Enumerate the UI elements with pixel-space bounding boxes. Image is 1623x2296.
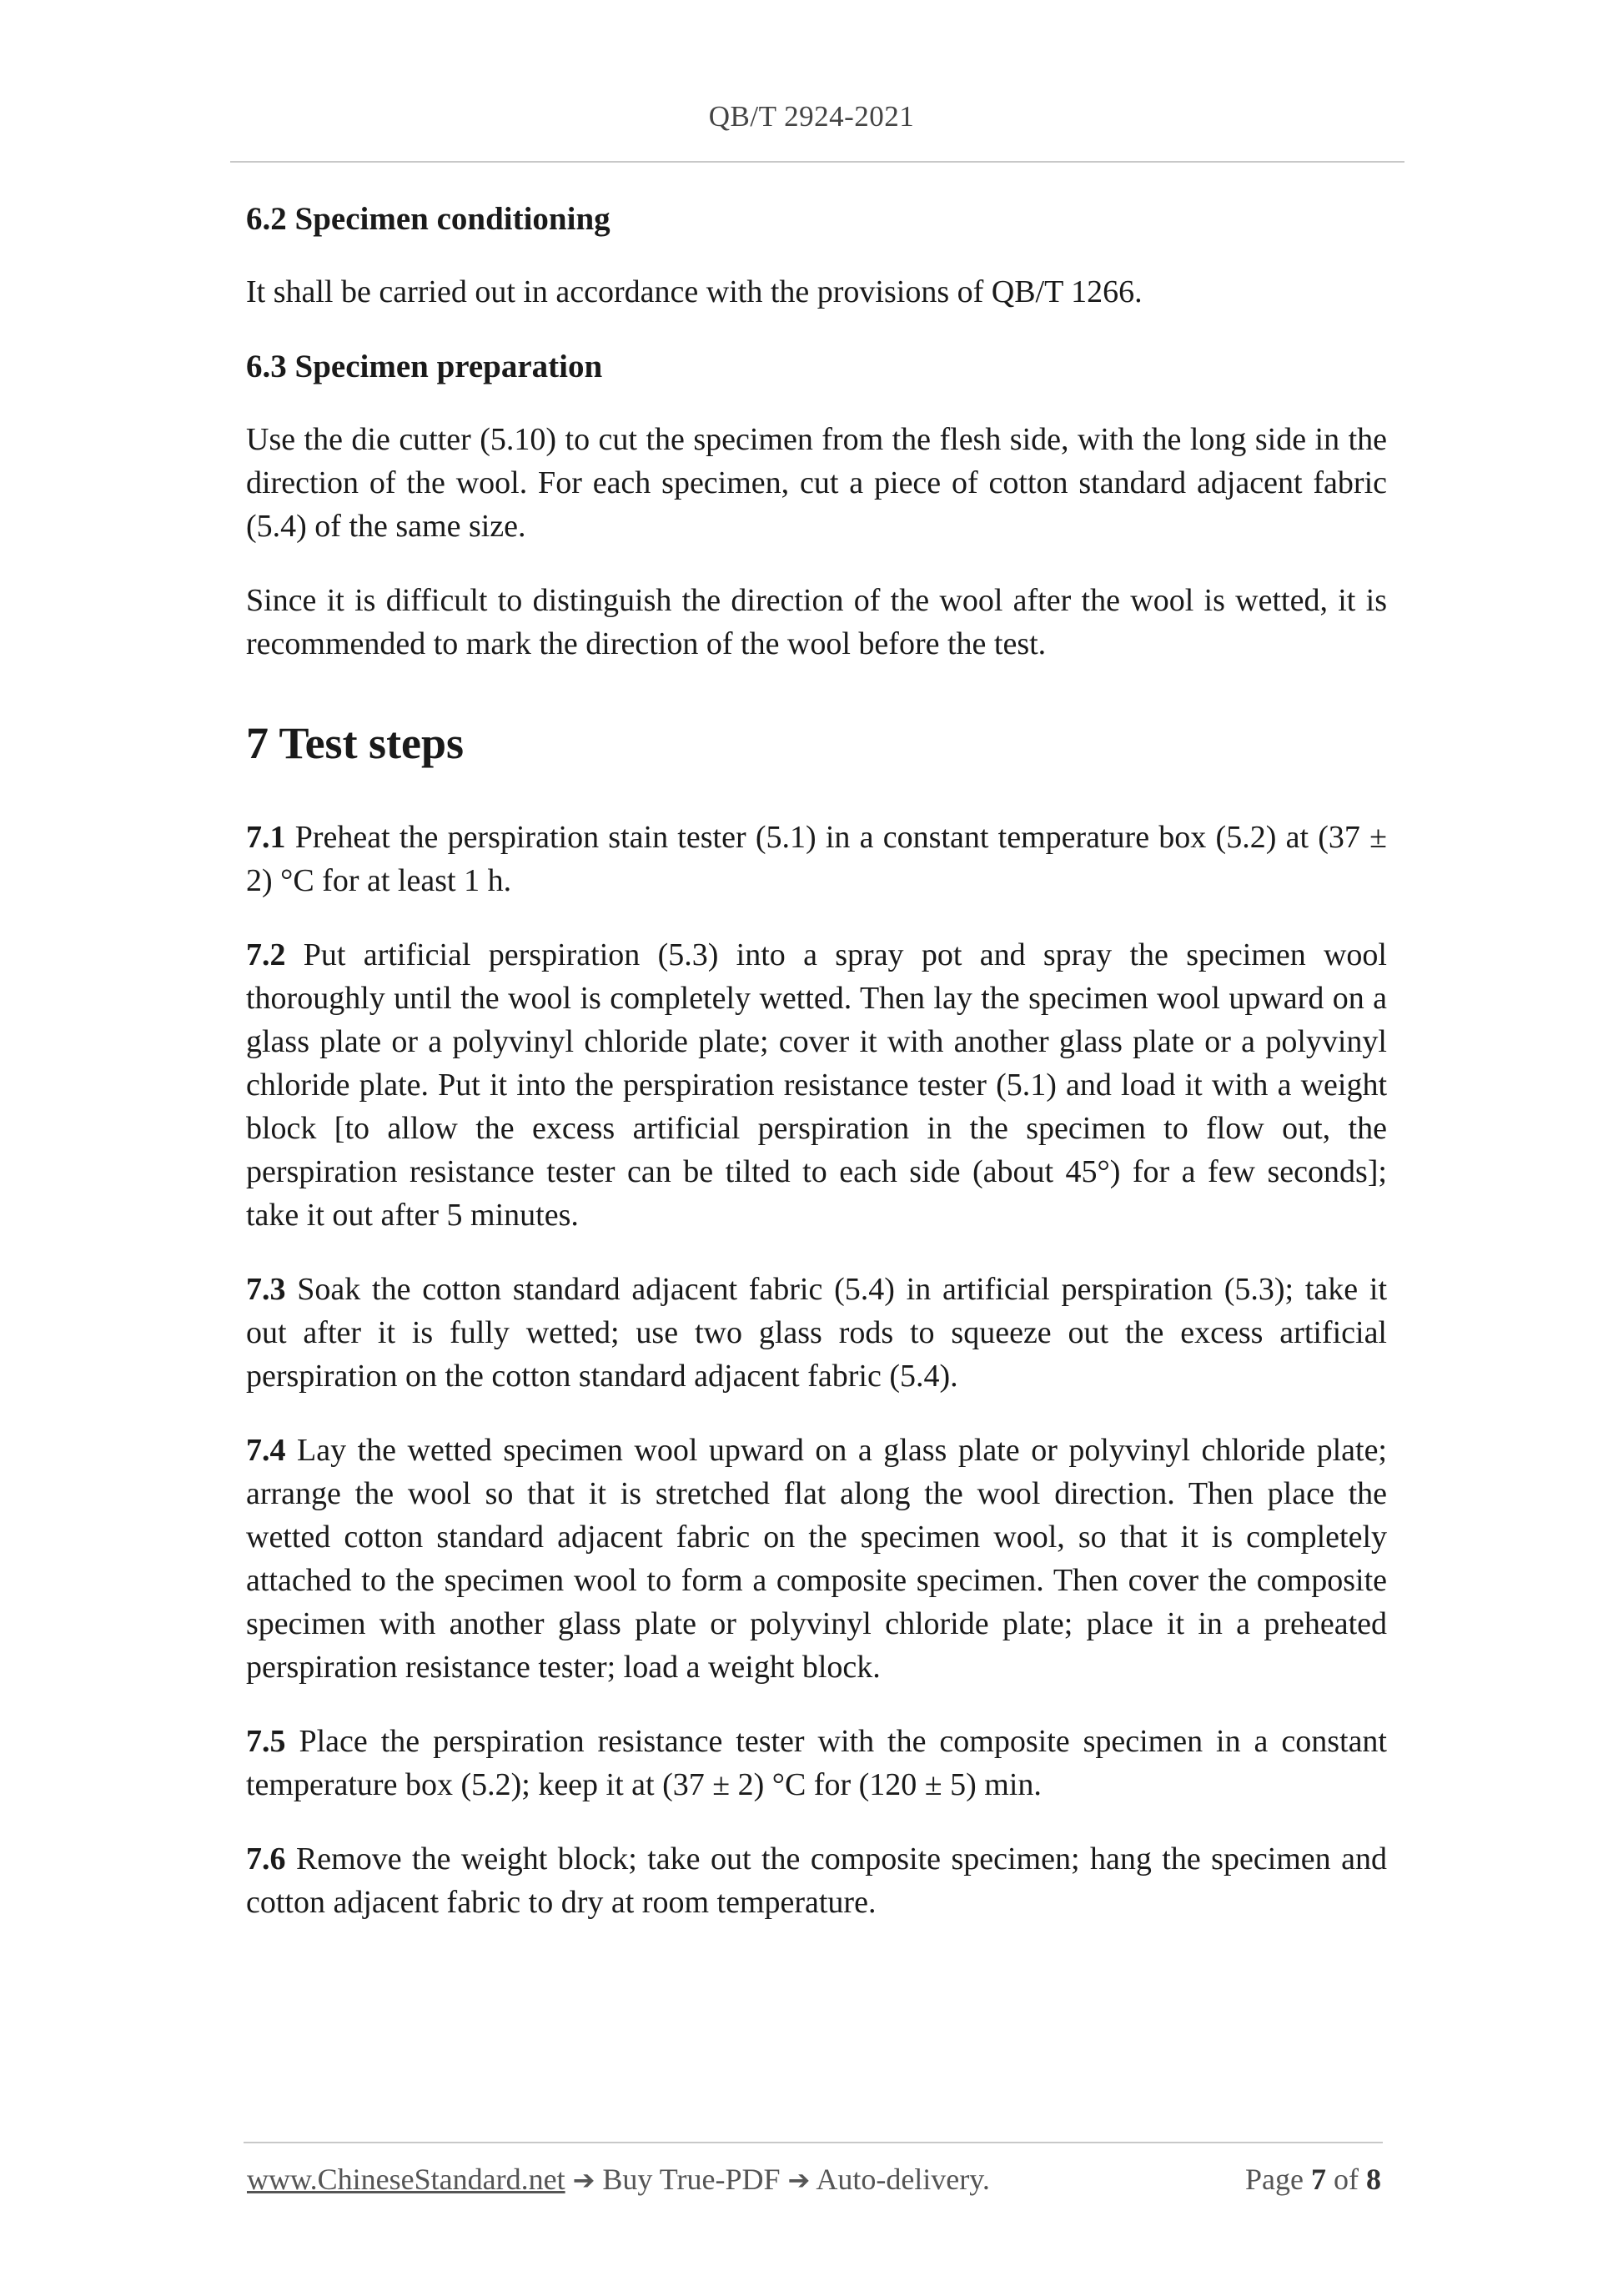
step-text: Remove the weight block; take out the composite specimen; hang the specimen and cotton adjacent fabric to dry at room temperature. [246,1841,1387,1920]
page-current: 7 [1311,2163,1326,2196]
step-7-2 [246,933,1387,1237]
step-text: Lay the wetted specimen wool upward on a glass plate or polyvinyl chloride plate; arrange the wool so that it is stretched flat along the wool direction. Then place the wetted cotton standard adjacent fabric on the specimen wool, so that it is completely attached to the specimen wool to form a composite specimen. Then cover the composite specimen with another glass plate or polyvinyl chloride plate; place it in a preheated perspiration resistance tester; load a weight block. [246,1433,1387,1685]
step-7-4 [246,1429,1387,1689]
footer-divider [244,2142,1383,2143]
buy-text: Buy True-PDF [602,2163,781,2196]
page-body [246,197,1387,1924]
section-6-3-paragraph-1: Use the die cutter (5.10) to cut the specimen from the flesh side, with the long side in the direction of the wool. For each specimen, cut a piece of cotton standard adjacent fabric (5.4) of the same size. [246,422,1387,544]
footer-promo [247,2162,990,2197]
section-6-2-heading: 6.2 Specimen conditioning [246,201,611,237]
step-text: Preheat the perspiration stain tester (5.1) in a constant temperature box (5.2) at (37 ± 2) °C for at least 1 h. [246,820,1387,898]
step-number: 7.2 [246,937,286,972]
page-total: 8 [1366,2163,1381,2196]
page-label: Page [1245,2163,1304,2196]
site-link[interactable]: www.ChineseStandard.net [247,2163,565,2196]
step-number: 7.4 [246,1433,286,1468]
step-number: 7.5 [246,1724,286,1759]
delivery-text: Auto-delivery. [816,2163,990,2196]
step-number: 7.6 [246,1841,286,1876]
step-7-1 [246,816,1387,902]
step-text: Place the perspiration resistance tester with the composite specimen in a constant temperature box (5.2); keep it at (37 ± 2) °C for (120 ± 5) min. [246,1724,1387,1802]
document-header-id: QB/T 2924-2021 [708,100,915,133]
header-divider [230,161,1404,163]
right-arrow-icon: ➔ [572,2164,595,2196]
right-arrow-icon: ➔ [787,2164,811,2196]
step-7-5 [246,1720,1387,1806]
page-number [1245,2162,1381,2197]
step-7-3 [246,1268,1387,1398]
step-number: 7.1 [246,820,286,855]
page-of: of [1334,2163,1359,2196]
step-text: Put artificial perspiration (5.3) into a spray pot and spray the specimen wool thoroughly until the wool is completely wetted. Then lay the specimen wool upward on a glass plate or a polyvinyl chloride plate; cover it with another glass plate or a polyvinyl chloride plate. Put it into the perspiration resistance tester (5.1) and load it with a weight block [to allow the excess artificial perspiration in the specimen to flow out, the perspiration resistance tester can be tilted to each side (about 45°) for a few seconds]; take it out after 5 minutes. [246,937,1387,1233]
section-6-3-paragraph-2: Since it is difficult to distinguish the direction of the wool after the wool is wetted, it is recommended to mark the direction of the wool before the test. [246,583,1387,661]
step-number: 7.3 [246,1272,286,1307]
step-7-6 [246,1837,1387,1924]
section-7-heading: 7 Test steps [246,718,465,768]
step-text: Soak the cotton standard adjacent fabric (5.4) in artificial perspiration (5.3); take it out after it is fully wetted; use two glass rods to squeeze out the excess artificial perspiration on the cotton standard adjacent fabric (5.4). [246,1272,1387,1394]
section-6-2-body: It shall be carried out in accordance with the provisions of QB/T 1266. [246,274,1143,309]
section-6-3-heading: 6.3 Specimen preparation [246,349,603,384]
